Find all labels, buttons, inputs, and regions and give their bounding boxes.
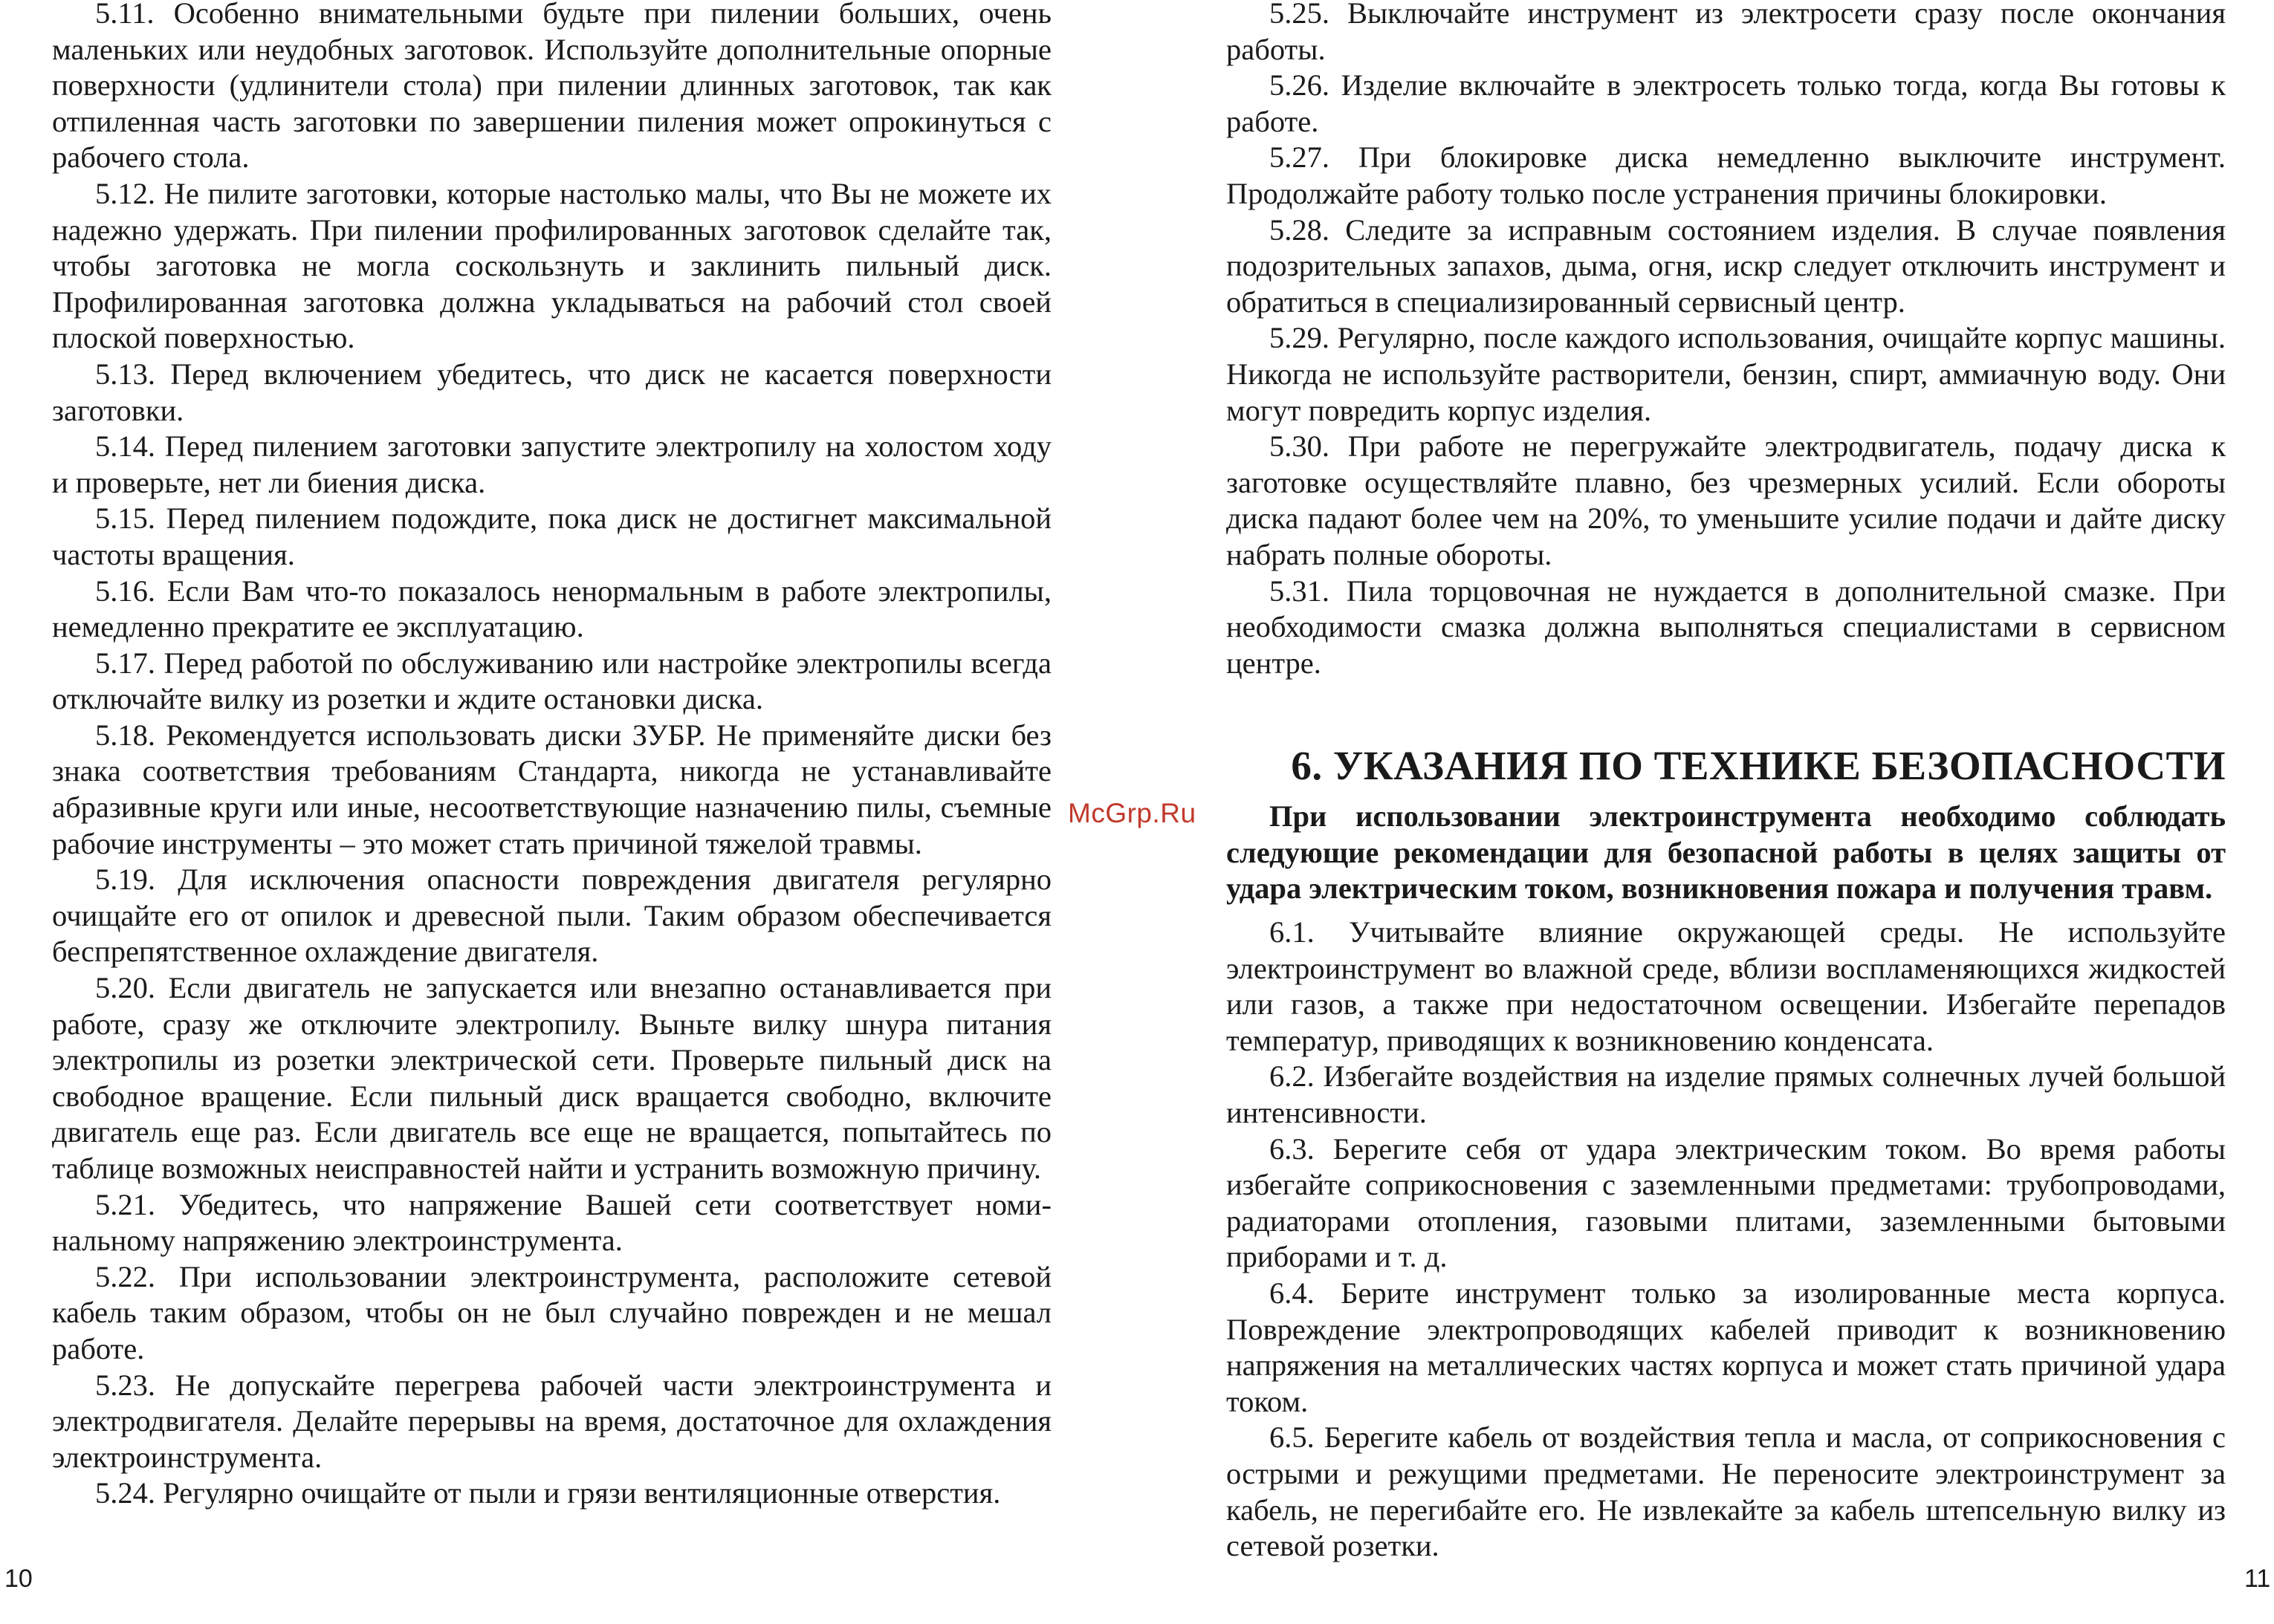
section-intro: При использовании электроинструмента необходимо соблюдать следующие рекомендации для безопасной работы в целях защиты от удара электрическим током, возникновения пожара и получения травм. (1226, 799, 2226, 906)
paragraph-5-22: 5.22. При использовании электроинструмента, расположите сетевой кабель таким образом, чтобы он не был случайно поврежден и не мешал работе. (52, 1259, 1052, 1365)
paragraph-5-18: 5.18. Рекомендуется использовать диски ЗУБР. Не применяйте диски без знака соответствия требованиям Стандарта, никогда не устанавливайте абразивные круги или иные, несоответствующие назначению пилы, съемные рабочие инструменты – это может стать причиной тяжелой травмы. (52, 718, 1052, 860)
paragraph-5-27: 5.27. При блокировке диска немедленно выключите инструмент. Продолжайте работу только после устранения причины блокировки. (1226, 140, 2226, 210)
paragraph-6-4: 6.4. Берите инструмент только за изолированные места корпуса. Повреждение электропроводящих кабелей приводит к возникновению напряжения на металлических частях корпуса и может стать причиной удара током. (1226, 1276, 2226, 1418)
paragraph-5-21: 5.21. Убедитесь, что напряжение Вашей сети соответствует номинальному напряжению электроинструмента. (52, 1187, 1052, 1258)
paragraph-5-30: 5.30. При работе не перегружайте электродвигатель, подачу диска к заготовке осуществляйте плавно, без чрезмерных усилий. Если обороты диска падают более чем на 20%, то уменьшите усилие подачи и дайте диску набрать полные обороты. (1226, 429, 2226, 571)
section-heading: 6. УКАЗАНИЯ ПО ТЕХНИКЕ БЕЗОПАСНОСТИ (1291, 743, 2226, 789)
paragraph-5-19: 5.19. Для исключения опасности повреждения двигателя регулярно очищайте его от опилок и древесной пыли. Таким образом обеспечивается беспрепятственное охлаждение двигателя. (52, 863, 1052, 969)
paragraph-5-24: 5.24. Регулярно очищайте от пыли и грязи вентиляционные отверстия. (95, 1476, 1001, 1510)
paragraph-5-28: 5.28. Следите за исправным состоянием изделия. В случае появления подозрительных запахов, дыма, огня, искр следует отключить инструмент и обратиться в специализированный сервисный центр. (1226, 212, 2226, 319)
paragraph-6-2: 6.2. Избегайте воздействия на изделие прямых солнечных лучей большой интенсивности. (1226, 1059, 2226, 1130)
paragraph-5-25: 5.25. Выключайте инструмент из электросети сразу после окончания работы. (1226, 0, 2226, 66)
paragraph-5-16: 5.16. Если Вам что-то показалось ненормальным в работе электропилы, немедленно прекратите ее эксплуатацию. (52, 574, 1052, 644)
paragraph-5-29: 5.29. Регулярно, после каждого использования, очищайте корпус машины. Никогда не используйте растворители, бензин, спирт, аммиачную воду. Они могут повредить корпус изделия. (1226, 321, 2226, 427)
page-number-right: 11 (2244, 1565, 2271, 1593)
paragraph-6-3: 6.3. Берегите себя от удара электрическим током. Во время работы избегайте соприкосновения с заземленными предметами: трубопроводами, радиаторами отопления, газовыми плитами, заземленными бытовыми приборами и т. д. (1226, 1131, 2226, 1274)
paragraph-5-14: 5.14. Перед пилением заготовки запустите электропилу на холостом ходу и проверьте, нет ли биения диска. (52, 429, 1052, 499)
paragraph-5-11: 5.11. Особенно внимательными будьте при пилении больших, очень маленьких или неудобных заготовок. Используйте дополнительные опорные поверхности (удлинители стола) при пилении длинных заготовок, так как отпиленная часть заготовки по завершении пиления может опрокинуться с рабочего стола. (52, 0, 1052, 175)
paragraph-5-15: 5.15. Перед пилением подождите, пока диск не достигнет максимальной частоты вращения. (52, 501, 1052, 571)
page-number-left: 10 (4, 1565, 33, 1593)
paragraph-5-12: 5.12. Не пилите заготовки, которые настолько малы, что Вы не можете их надежно удержать. При пилении профилированных заготовок сделайте так, чтобы заготовка не могла соскользнуть и заклинить пильный диск. Профилированная заготовка должна укладываться на рабочий стол своей плоской поверхностью. (52, 176, 1052, 355)
paragraph-6-1: 6.1. Учитывайте влияние окружающей среды. Не используйте электроинструмент во влажной среде, вблизи воспламеняющихся жидкостей или газов, а также при недостаточном освещении. Избегайте перепадов температур, приводящих к возникновению конденсата. (1226, 915, 2226, 1057)
paragraph-5-31: 5.31. Пила торцовочная не нуждается в дополнительной смазке. При необходимости смазка должна выполняться специалистами в сервисном центре. (1226, 574, 2226, 680)
paragraph-6-5: 6.5. Берегите кабель от воздействия тепла и масла, от соприкосновения с острыми и режущими предметами. Не переносите электроинструмент за кабель, не перегибайте его. Не извлекайте за кабель штепсельную вилку из сетевой розетки. (1226, 1420, 2226, 1563)
left-page-column (52, 0, 1052, 1512)
right-page-column (1226, 0, 2226, 1565)
paragraph-5-26: 5.26. Изделие включайте в электросеть только тогда, когда Вы готовы к работе. (1226, 68, 2226, 138)
paragraph-5-23: 5.23. Не допускайте перегрева рабочей части электроинструмента и электродвигателя. Делайте перерывы на время, достаточное для охлаждения электроинструмента. (52, 1368, 1052, 1474)
paragraph-5-13: 5.13. Перед включением убедитесь, что диск не касается поверхности заготовки. (52, 357, 1052, 427)
paragraph-5-17: 5.17. Перед работой по обслуживанию или настройке электропилы всегда отключайте вилку из розетки и ждите остановки диска. (52, 646, 1052, 716)
watermark: McGrp.Ru (1068, 798, 1196, 828)
paragraph-5-20: 5.20. Если двигатель не запускается или внезапно останавливается при работе, сразу же отключите электропилу. Выньте вилку шнура питания электропилы из розетки электрической сети. Проверьте пильный диск на свободное вращение. Если пильный диск вращается свободно, включите двигатель еще раз. Если двигатель все еще не вращается, попытайтесь по таблице возможных неисправностей найти и устранить возможную причину. (52, 971, 1052, 1185)
